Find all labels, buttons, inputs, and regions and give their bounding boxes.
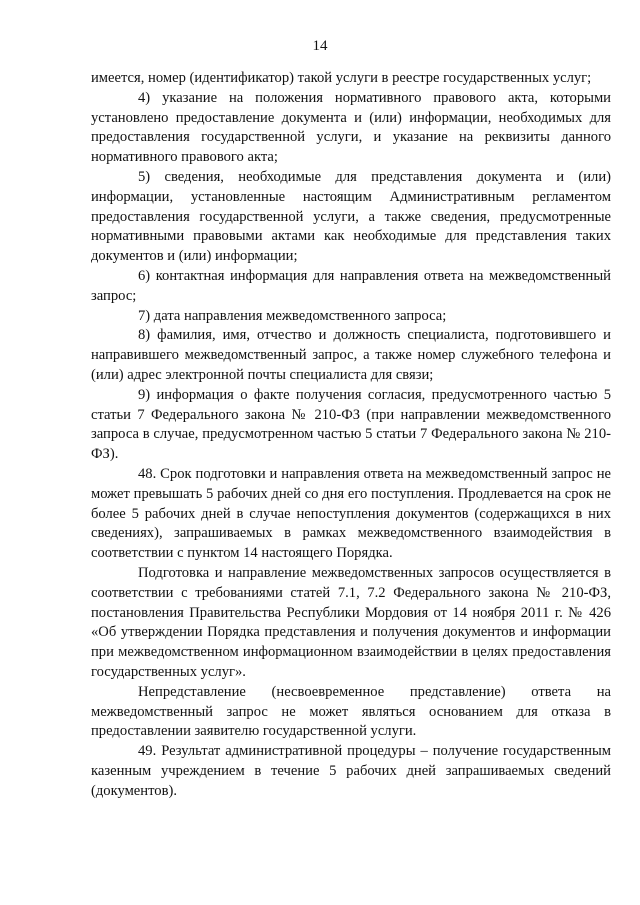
paragraph-requests-preparation: Подготовка и направление межведомственных запросов осуществляется в соответствии с требованиями статей 7.1, 7.2 Федерального закона № 210-ФЗ, постановления Правительства Республики Мордовия от 14 ноября 2011 г. № 426 «Об утверждении Порядка представления и получения документов и информации при межведомственном информационном взаимодействии в целях предоставления государственных услуг». xyxy=(91,564,611,680)
paragraph-item-6: 6) контактная информация для направления ответа на межведомственный запрос; xyxy=(91,267,611,304)
page-number: 14 xyxy=(312,38,328,54)
paragraph-item-8: 8) фамилия, имя, отчество и должность специалиста, подготовившего и направившего межведомственный запрос, а также номер служебного телефона и (или) адрес электронной почты специалиста для связи; xyxy=(91,327,611,383)
paragraph-continuation: имеется, номер (идентификатор) такой услуги в реестре государственных услуг; xyxy=(91,70,592,86)
paragraph-item-7: 7) дата направления межведомственного запроса; xyxy=(138,307,447,324)
paragraph-item-9: 9) информация о факте получения согласия, предусмотренного частью 5 статьи 7 Федерального закона № 210-ФЗ (при направлении межведомственного запроса в случае, предусмотренном частью 5 статьи 7 Федерального закона № 210-ФЗ). xyxy=(91,386,611,463)
paragraph-clause-49: 49. Результат административной процедуры – получение государственным казенным учреждением в течение 5 рабочих дней запрашиваемых сведений (документов). xyxy=(91,743,611,799)
document-body xyxy=(91,69,611,801)
paragraph-item-4: 4) указание на положения нормативного правового акта, которыми установлено предоставление документа и (или) информации, необходимых для предоставления государственной услуги, и указание на реквизиты данного нормативного правового акта; xyxy=(91,89,611,166)
paragraph-non-submission: Непредставление (несвоевременное представление) ответа на межведомственный запрос не может являться основанием для отказа в предоставлении заявителю государственной услуги. xyxy=(91,683,611,740)
paragraph-clause-48: 48. Срок подготовки и направления ответа на межведомственный запрос не может превышать 5 рабочих дней со дня его поступления. Продлевается на срок не более 5 рабочих дней в случае непоступления документов (содержащихся в них сведениях), запрашиваемых в рамках межведомственного взаимодействия в соответствии с пунктом 14 настоящего Порядка. xyxy=(91,465,611,562)
paragraph-item-5: 5) сведения, необходимые для представления документа и (или) информации, установленные настоящим Административным регламентом предоставления государственной услуги, а также сведения, предусмотренные нормативными правовыми актами как необходимые для представления таких документов и (или) информации; xyxy=(91,168,611,265)
